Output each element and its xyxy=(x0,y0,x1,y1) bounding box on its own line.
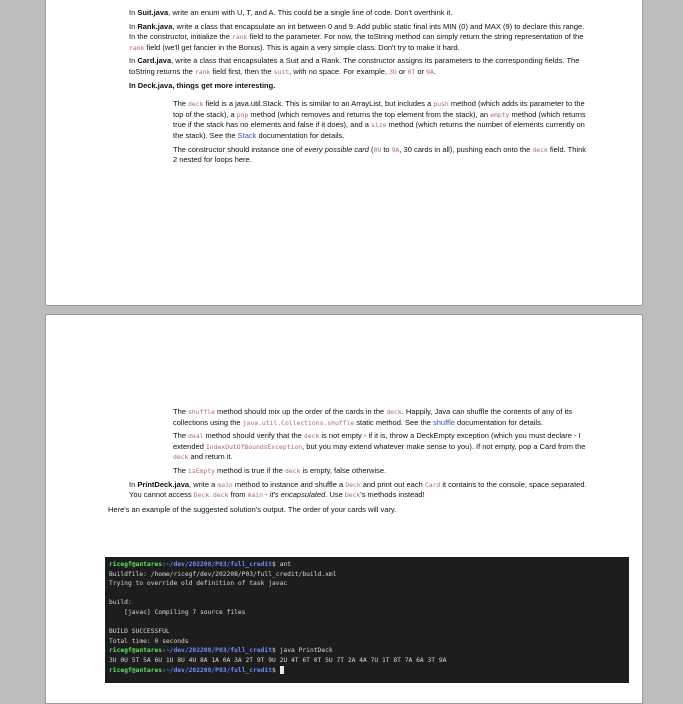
list-item-rank: • In Rank.java, write a class that encapsulate an int between 0 and 9. Add public static final ints MIN (0) and MAX (9) to declare this range. In the constructor, initialize the rank field to the parameter. For now, the toString method can simply return the string representation of the rank field (we'll get fancier in the Bonus). This is again a very simple class. Don't try to make it hard. xyxy=(46,22,642,54)
terminal-output xyxy=(105,557,629,683)
terminal-line: 3U 0U 5T 5A 6U 1U 8U 4U 8A 1A 0A 3A 2T 9T 9U 2U 4T 6T 0T 5U 7T 2A 4A 7U 1T 8T 7A 6A 3T 9A xyxy=(109,656,447,664)
list-item-printdeck: • In PrintDeck.java, write a main method to instance and shuffle a Deck and print out each Card it contains to the console, space separated. You cannot access Deck.deck from main - it's encapsulated. Use Deck's methods instead! xyxy=(46,480,642,501)
sub-item-isempty: • The isEmpty method is true if the deck is empty, false otherwise. xyxy=(46,466,642,477)
list-item-deck: • In Deck.java, things get more interesting. xyxy=(46,81,642,92)
terminal-blank-line xyxy=(109,618,625,628)
terminal-blank-line xyxy=(109,589,625,599)
terminal-line: Buildfile: /home/ricegf/dev/202208/P03/full_credit/build.xml xyxy=(109,570,337,578)
terminal-line: Total time: 0 seconds xyxy=(109,637,189,645)
terminal-line: ricegf@antares:~/dev/202208/P03/full_credit$ xyxy=(109,666,625,676)
sub-item-shuffle: • The shuffle method should mix up the order of the cards in the deck. Happily, Java can shuffle the contents of any of its collections using the java.util.Collections.shuffle static method. See the shuffle documentation for details. xyxy=(46,407,642,428)
terminal-line: [javac] Compiling 7 source files xyxy=(109,608,246,616)
terminal-line: BUILD SUCCESSFUL xyxy=(109,628,170,636)
sub-item-deal: • The deal method should verify that the deck is not empty - if it is, throw a DeckEmpty exception (which you must declare - I extended IndexOutOfBoundsException, but you may extend whatever make sense to you). If not empty, pop a Card from the deck and return it. xyxy=(46,431,642,463)
shuffle-doc-link[interactable]: shuffle xyxy=(433,417,455,427)
document-page-2 xyxy=(45,314,643,704)
terminal-line: Trying to override old definition of task javac xyxy=(109,580,288,588)
list-item-card: • In Card.java, write a class that encapsulates a Suit and a Rank. The constructor assigns its parameters to the corresponding fields. The toString returns the rank field first, then the suit, with no space. For example, 3U or 0T or 9A. xyxy=(46,56,642,77)
list-item-suit: • In Suit.java, write an enum with U, T, and A. This could be a single line of code. Don't overthink it. xyxy=(46,8,642,19)
sub-item-constructor: • The constructor should instance one of every possible card (0U to 9A, 30 cards in all), pushing each onto the deck field. Think 2 nested for loops here. xyxy=(46,145,642,166)
terminal-line: ricegf@antares:~/dev/202208/P03/full_credit$ ant xyxy=(109,561,291,568)
instructions-list xyxy=(46,8,642,166)
terminal-line: ricegf@antares:~/dev/202208/P03/full_credit$ java PrintDeck xyxy=(109,647,333,655)
instructions-list-continued xyxy=(46,407,642,501)
sub-item-deck-field: • The deck field is a java.util.Stack. This is similar to an ArrayList, but includes a push method (which adds its parameter to the top of the stack), a pop method (which removes and returns the top element from the stack), an empty method (which returns true if the stack has no elements and false if it does), and a size method (which returns the number of elements currently on the stack). See the Stack documentation for details. xyxy=(46,99,642,141)
example-caption: Here's an example of the suggested solution's output. The order of your cards will vary. xyxy=(108,504,397,514)
document-page-1 xyxy=(45,0,643,306)
stack-doc-link[interactable]: Stack xyxy=(237,130,257,140)
terminal-cursor xyxy=(280,666,284,674)
terminal-line: build: xyxy=(109,599,132,607)
